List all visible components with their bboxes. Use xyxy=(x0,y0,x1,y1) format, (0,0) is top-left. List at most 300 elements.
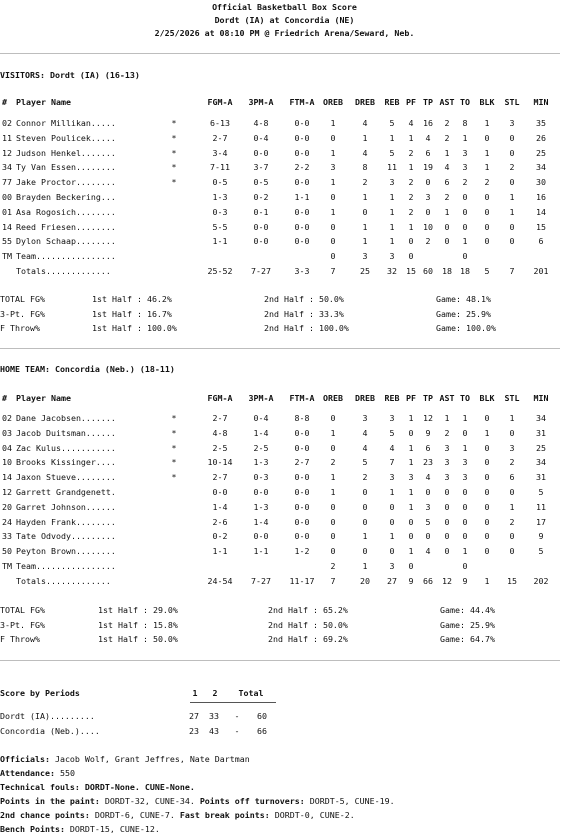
stat-dreb: 0 xyxy=(362,487,368,497)
stat-reb: 1 xyxy=(389,192,395,202)
stat-blk: 0 xyxy=(484,442,490,453)
stat-stl: 1 xyxy=(509,501,515,512)
stat-to: 0 xyxy=(462,516,468,527)
col-player-name: Player Name xyxy=(16,393,71,403)
stat-tp3: 0-4 xyxy=(253,132,269,143)
stat-stl: 0 xyxy=(509,531,515,542)
stat-dreb: 3 xyxy=(362,413,368,423)
stat-fg: 1-1 xyxy=(212,546,228,557)
player-name: Garret Johnson...... xyxy=(16,501,116,512)
stat-tp3: 3-7 xyxy=(253,162,269,173)
note-text: DORDT-15, CUNE-12. xyxy=(64,824,160,834)
total-tp: 60 xyxy=(423,266,433,276)
stat-pf: 0 xyxy=(408,531,414,542)
stat-blk: 0 xyxy=(484,516,490,527)
col-fg: FGM-A xyxy=(207,97,233,107)
note-label: Technical fouls: DORDT-None. CUNE-None. xyxy=(0,782,195,792)
total-ast: 12 xyxy=(442,575,452,586)
stat-stl: 3 xyxy=(509,442,515,453)
note-text: DORDT-5, CUNE-19. xyxy=(304,796,395,806)
game-pct: Game: 44.4% xyxy=(440,605,495,615)
stat-fg: 6-13 xyxy=(210,118,230,128)
player-row xyxy=(0,530,569,544)
player-name: Dane Jacobsen....... xyxy=(16,413,116,423)
player-row xyxy=(0,191,569,205)
stat-dreb: 4 xyxy=(362,147,368,158)
stat-dreb: 0 xyxy=(362,206,368,217)
pct-label: F Throw% xyxy=(0,323,40,333)
player-row xyxy=(0,442,569,456)
visitors-title: VISITORS: Dordt (IA) (16-13) xyxy=(0,70,140,80)
col-num: # xyxy=(2,97,7,107)
stat-reb: 1 xyxy=(389,206,395,217)
stat-tp3: 0-3 xyxy=(253,472,269,483)
stat-min: 14 xyxy=(536,206,546,217)
player-number: 33 xyxy=(2,531,12,542)
col-min: MIN xyxy=(533,97,549,107)
stat-blk: 0 xyxy=(484,221,490,232)
stat-blk: 0 xyxy=(484,132,490,143)
player-row xyxy=(0,250,569,264)
stat-tp3: 0-1 xyxy=(253,206,269,217)
stat-oreb: 0 xyxy=(330,192,336,202)
player-number: 34 xyxy=(2,162,12,173)
total-min: 201 xyxy=(533,266,549,276)
stat-tp: 0 xyxy=(425,487,431,497)
period-2-score: 43 xyxy=(209,725,219,736)
stat-min: 34 xyxy=(536,457,546,468)
stat-to: 3 xyxy=(462,472,468,483)
stat-fg: 2-7 xyxy=(212,472,228,483)
period-1-header: 1 xyxy=(192,688,198,698)
stat-pf: 2 xyxy=(408,206,414,217)
player-row xyxy=(0,235,569,249)
stat-dreb: 2 xyxy=(362,177,368,188)
stat-stl: 2 xyxy=(509,457,515,468)
stat-blk: 0 xyxy=(484,192,490,202)
note-line xyxy=(0,796,395,807)
stat-blk: 0 xyxy=(484,472,490,483)
player-number: 12 xyxy=(2,487,12,497)
player-name: Hayden Frank........ xyxy=(16,516,116,527)
stat-reb: 3 xyxy=(389,413,395,423)
player-row xyxy=(0,456,569,470)
stat-fg: 2-7 xyxy=(212,132,228,143)
stat-to: 3 xyxy=(462,457,468,468)
note-line xyxy=(0,768,75,779)
stat-min: 16 xyxy=(536,192,546,202)
player-number: 10 xyxy=(2,457,12,468)
col-oreb: OREB xyxy=(323,393,343,403)
stat-fg: 1-3 xyxy=(212,192,228,202)
stat-ft: 0-0 xyxy=(294,236,310,247)
stat-oreb: 0 xyxy=(330,546,336,557)
col-reb: REB xyxy=(384,393,400,403)
col-pf: PF xyxy=(406,97,416,107)
col-tp3: 3PM-A xyxy=(248,393,274,403)
game-pct: Game: 25.9% xyxy=(440,619,495,630)
pct-label: F Throw% xyxy=(0,634,40,644)
stat-ast: 0 xyxy=(444,236,450,247)
stat-min: 25 xyxy=(536,147,546,158)
second-half-pct: 2nd Half : 50.0% xyxy=(264,294,344,304)
stat-min: 5 xyxy=(538,487,544,497)
stat-oreb: 0 xyxy=(330,236,336,247)
stat-ast: 2 xyxy=(444,192,450,202)
home-title: HOME TEAM: Concordia (Neb.) (18-11) xyxy=(0,364,175,374)
player-row xyxy=(0,412,569,426)
stat-ft: 0-0 xyxy=(294,427,310,438)
stat-pf: 4 xyxy=(408,118,414,128)
player-name: Zac Kulus........... xyxy=(16,442,116,453)
stat-reb: 7 xyxy=(389,457,395,468)
note-text: DORDT-32, CUNE-34. xyxy=(99,796,200,806)
player-name: Peyton Brown........ xyxy=(16,546,116,557)
note-label: Attendance: xyxy=(0,768,55,778)
stat-tp: 4 xyxy=(425,132,431,143)
stat-pf: 0 xyxy=(408,251,414,262)
stat-fg: 0-3 xyxy=(212,206,228,217)
second-half-pct: 2nd Half : 33.3% xyxy=(264,308,344,319)
player-row xyxy=(0,206,569,220)
stat-tp: 0 xyxy=(425,177,431,188)
stat-oreb: 1 xyxy=(330,177,336,188)
stat-min: 5 xyxy=(538,546,544,557)
pct-label: 3-Pt. FG% xyxy=(0,619,45,630)
stat-reb: 1 xyxy=(389,221,395,232)
stat-oreb: 1 xyxy=(330,487,336,497)
col-dreb: DREB xyxy=(355,97,375,107)
stat-tp: 6 xyxy=(425,147,431,158)
stat-ast: 4 xyxy=(444,162,450,173)
second-half-pct: 2nd Half : 50.0% xyxy=(268,619,348,630)
stat-tp3: 1-3 xyxy=(253,457,269,468)
total-tp3: 7-27 xyxy=(251,266,271,276)
game-pct: Game: 48.1% xyxy=(436,294,491,304)
stat-pf: 0 xyxy=(408,516,414,527)
stat-oreb: 1 xyxy=(330,147,336,158)
stat-tp3: 1-3 xyxy=(253,501,269,512)
stat-ft: 0-0 xyxy=(294,132,310,143)
stat-pf: 1 xyxy=(408,457,414,468)
stat-tp: 0 xyxy=(425,206,431,217)
stat-ft: 2-2 xyxy=(294,162,310,173)
stat-min: 34 xyxy=(536,162,546,173)
stat-stl: 1 xyxy=(509,192,515,202)
stat-to: 0 xyxy=(462,192,468,202)
player-row xyxy=(0,560,569,574)
col-reb: REB xyxy=(384,97,400,107)
stat-oreb: 0 xyxy=(330,516,336,527)
player-name: Reed Friesen........ xyxy=(16,221,116,232)
total-dreb: 20 xyxy=(360,575,370,586)
col-pf: PF xyxy=(406,393,416,403)
player-number: 24 xyxy=(2,516,12,527)
stat-tp: 2 xyxy=(425,236,431,247)
home-column-header xyxy=(0,392,569,406)
period-separator: - xyxy=(234,725,240,736)
stat-reb: 1 xyxy=(389,531,395,542)
totals-row xyxy=(0,575,569,589)
first-half-pct: 1st Half : 29.0% xyxy=(98,605,178,615)
player-name: Jaxon Stueve........ xyxy=(16,472,116,483)
note-label: Bench Points: xyxy=(0,824,65,834)
stat-blk: 0 xyxy=(484,501,490,512)
stat-min: 25 xyxy=(536,442,546,453)
stat-ast: 0 xyxy=(444,487,450,497)
stat-stl: 0 xyxy=(509,221,515,232)
stat-stl: 6 xyxy=(509,472,515,483)
divider xyxy=(0,53,560,54)
player-name: Team................ xyxy=(16,561,116,571)
player-number: 55 xyxy=(2,236,12,247)
stat-tp: 6 xyxy=(425,442,431,453)
col-tp: TP xyxy=(423,393,433,403)
col-stl: STL xyxy=(504,97,520,107)
stat-reb: 4 xyxy=(389,442,395,453)
stat-tp: 19 xyxy=(423,162,433,173)
player-name: Ty Van Essen........ xyxy=(16,162,116,173)
stat-stl: 1 xyxy=(509,413,515,423)
player-name: Dylon Schaap........ xyxy=(16,236,116,247)
stat-oreb: 1 xyxy=(330,118,336,128)
player-name: Garrett Grandgenett. xyxy=(16,487,116,497)
stat-tp3: 0-4 xyxy=(253,413,269,423)
period-total-score: 60 xyxy=(257,711,267,721)
stat-pf: 1 xyxy=(408,132,414,143)
total-oreb: 7 xyxy=(330,266,336,276)
first-half-pct: 1st Half : 50.0% xyxy=(98,634,178,644)
second-half-pct: 2nd Half : 69.2% xyxy=(268,634,348,644)
stat-tp: 0 xyxy=(425,531,431,542)
stat-dreb: 5 xyxy=(362,457,368,468)
player-number: 14 xyxy=(2,472,12,483)
stat-reb: 5 xyxy=(389,118,395,128)
stat-min: 17 xyxy=(536,516,546,527)
col-ft: FTM-A xyxy=(289,97,315,107)
stat-tp: 4 xyxy=(425,472,431,483)
col-stl: STL xyxy=(504,393,520,403)
stat-fg: 1-4 xyxy=(212,501,228,512)
stat-blk: 0 xyxy=(484,546,490,557)
second-half-pct: 2nd Half : 100.0% xyxy=(264,323,349,333)
stat-blk: 0 xyxy=(484,413,490,423)
total-blk: 5 xyxy=(484,266,490,276)
stat-min: 31 xyxy=(536,472,546,483)
stat-min: 6 xyxy=(538,236,544,247)
stat-stl: 1 xyxy=(509,206,515,217)
total-tp: 66 xyxy=(423,575,433,586)
stat-stl: 0 xyxy=(509,147,515,158)
stat-tp3: 4-8 xyxy=(253,118,269,128)
stat-reb: 3 xyxy=(389,561,395,571)
starter-mark: * xyxy=(171,162,177,173)
player-row xyxy=(0,427,569,441)
stat-to: 0 xyxy=(462,427,468,438)
periods-underline xyxy=(190,702,276,703)
stat-tp: 5 xyxy=(425,516,431,527)
stat-ft: 1-2 xyxy=(294,546,310,557)
col-ast: AST xyxy=(439,393,455,403)
stat-pf: 1 xyxy=(408,501,414,512)
stat-tp3: 2-5 xyxy=(253,442,269,453)
col-ast: AST xyxy=(439,97,455,107)
stat-fg: 7-11 xyxy=(210,162,230,173)
stat-min: 9 xyxy=(538,531,544,542)
note-text: 550 xyxy=(54,768,75,778)
stat-ft: 0-0 xyxy=(294,206,310,217)
stat-pf: 2 xyxy=(408,147,414,158)
stat-ft: 0-0 xyxy=(294,472,310,483)
pct-label: TOTAL FG% xyxy=(0,605,45,615)
pct-label: TOTAL FG% xyxy=(0,294,45,304)
stat-ft: 1-1 xyxy=(294,192,310,202)
total-oreb: 7 xyxy=(330,575,336,586)
stat-ast: 3 xyxy=(444,472,450,483)
stat-tp: 3 xyxy=(425,501,431,512)
col-tp: TP xyxy=(423,97,433,107)
total-pf: 9 xyxy=(408,575,414,586)
stat-ast: 0 xyxy=(444,516,450,527)
col-blk: BLK xyxy=(479,393,495,403)
stat-to: 3 xyxy=(462,147,468,158)
first-half-pct: 1st Half : 46.2% xyxy=(92,294,172,304)
stat-reb: 3 xyxy=(389,472,395,483)
starter-mark: * xyxy=(171,118,177,128)
report-title: Official Basketball Box Score xyxy=(212,2,357,12)
game-pct: Game: 100.0% xyxy=(436,323,496,333)
stat-pf: 2 xyxy=(408,192,414,202)
stat-pf: 1 xyxy=(408,221,414,232)
stat-oreb: 1 xyxy=(330,427,336,438)
stat-ast: 0 xyxy=(444,501,450,512)
visitors-column-header xyxy=(0,96,569,110)
game-pct: Game: 64.7% xyxy=(440,634,495,644)
player-row xyxy=(0,486,569,500)
stat-pf: 1 xyxy=(408,546,414,557)
total-min: 202 xyxy=(533,575,549,586)
stat-stl: 0 xyxy=(509,236,515,247)
stat-dreb: 1 xyxy=(362,236,368,247)
stat-pf: 1 xyxy=(408,442,414,453)
stat-ast: 0 xyxy=(444,546,450,557)
stat-blk: 0 xyxy=(484,531,490,542)
stat-ast: 1 xyxy=(444,206,450,217)
stat-ast: 0 xyxy=(444,221,450,232)
stat-reb: 3 xyxy=(389,177,395,188)
note-label: Officials: xyxy=(0,754,50,764)
stat-stl: 0 xyxy=(509,546,515,557)
total-pf: 15 xyxy=(406,266,416,276)
stat-oreb: 1 xyxy=(330,472,336,483)
stat-reb: 3 xyxy=(389,251,395,262)
player-number: 11 xyxy=(2,132,12,143)
stat-oreb: 1 xyxy=(330,206,336,217)
player-name: Judson Henkel....... xyxy=(16,147,116,158)
divider xyxy=(0,348,560,349)
player-row xyxy=(0,132,569,146)
col-player-name: Player Name xyxy=(16,97,71,107)
col-to: TO xyxy=(460,97,470,107)
player-number: 02 xyxy=(2,413,12,423)
period-score-row xyxy=(0,725,569,739)
period-total-header: Total xyxy=(238,688,264,698)
stat-ft: 0-0 xyxy=(294,516,310,527)
stat-tp3: 0-0 xyxy=(253,221,269,232)
stat-dreb: 4 xyxy=(362,427,368,438)
stat-reb: 1 xyxy=(389,236,395,247)
col-blk: BLK xyxy=(479,97,495,107)
stat-min: 11 xyxy=(536,501,546,512)
player-name: Asa Rogosich........ xyxy=(16,206,116,217)
stat-pf: 0 xyxy=(408,427,414,438)
stat-ft: 0-0 xyxy=(294,501,310,512)
period-team: Concordia (Neb.).... xyxy=(0,725,100,736)
stat-tp3: 1-1 xyxy=(253,546,269,557)
game-datetime: 2/25/2026 at 08:10 PM @ Friedrich Arena/Seward, Neb. xyxy=(154,28,415,38)
first-half-pct: 1st Half : 16.7% xyxy=(92,308,172,319)
col-min: MIN xyxy=(533,393,549,403)
stat-dreb: 3 xyxy=(362,251,368,262)
stat-fg: 0-0 xyxy=(212,487,228,497)
player-number: 04 xyxy=(2,442,12,453)
player-number: TM xyxy=(2,561,12,571)
periods-title: Score by Periods xyxy=(0,688,80,698)
stat-tp: 4 xyxy=(425,546,431,557)
period-team: Dordt (IA)......... xyxy=(0,711,95,721)
stat-ast: 1 xyxy=(444,147,450,158)
stat-tp: 3 xyxy=(425,192,431,202)
stat-dreb: 0 xyxy=(362,516,368,527)
starter-mark: * xyxy=(171,413,177,423)
note-line xyxy=(0,810,355,821)
stat-ft: 0-0 xyxy=(294,221,310,232)
stat-fg: 0-2 xyxy=(212,531,228,542)
stat-fg: 1-1 xyxy=(212,236,228,247)
stat-dreb: 2 xyxy=(362,472,368,483)
stat-tp3: 1-4 xyxy=(253,516,269,527)
stat-ast: 6 xyxy=(444,177,450,188)
player-row xyxy=(0,545,569,559)
col-oreb: OREB xyxy=(323,97,343,107)
stat-fg: 5-5 xyxy=(212,221,228,232)
starter-mark: * xyxy=(171,427,177,438)
player-name: Steven Poulicek..... xyxy=(16,132,116,143)
stat-min: 34 xyxy=(536,413,546,423)
stat-ft: 2-7 xyxy=(294,457,310,468)
stat-ast: 3 xyxy=(444,457,450,468)
stat-blk: 1 xyxy=(484,118,490,128)
total-tp3: 7-27 xyxy=(251,575,271,586)
starter-mark: * xyxy=(171,472,177,483)
player-number: 03 xyxy=(2,427,12,438)
stat-ft: 8-8 xyxy=(294,413,310,423)
col-tp3: 3PM-A xyxy=(248,97,274,107)
total-ft: 3-3 xyxy=(294,266,310,276)
stat-ft: 0-0 xyxy=(294,147,310,158)
stat-fg: 2-5 xyxy=(212,442,228,453)
stat-reb: 0 xyxy=(389,546,395,557)
player-row xyxy=(0,147,569,161)
stat-stl: 0 xyxy=(509,132,515,143)
stat-fg: 3-4 xyxy=(212,147,228,158)
col-fg: FGM-A xyxy=(207,393,233,403)
stat-oreb: 0 xyxy=(330,251,336,262)
stat-stl: 0 xyxy=(509,427,515,438)
stat-stl: 3 xyxy=(509,118,515,128)
stat-dreb: 0 xyxy=(362,501,368,512)
stat-to: 0 xyxy=(462,501,468,512)
